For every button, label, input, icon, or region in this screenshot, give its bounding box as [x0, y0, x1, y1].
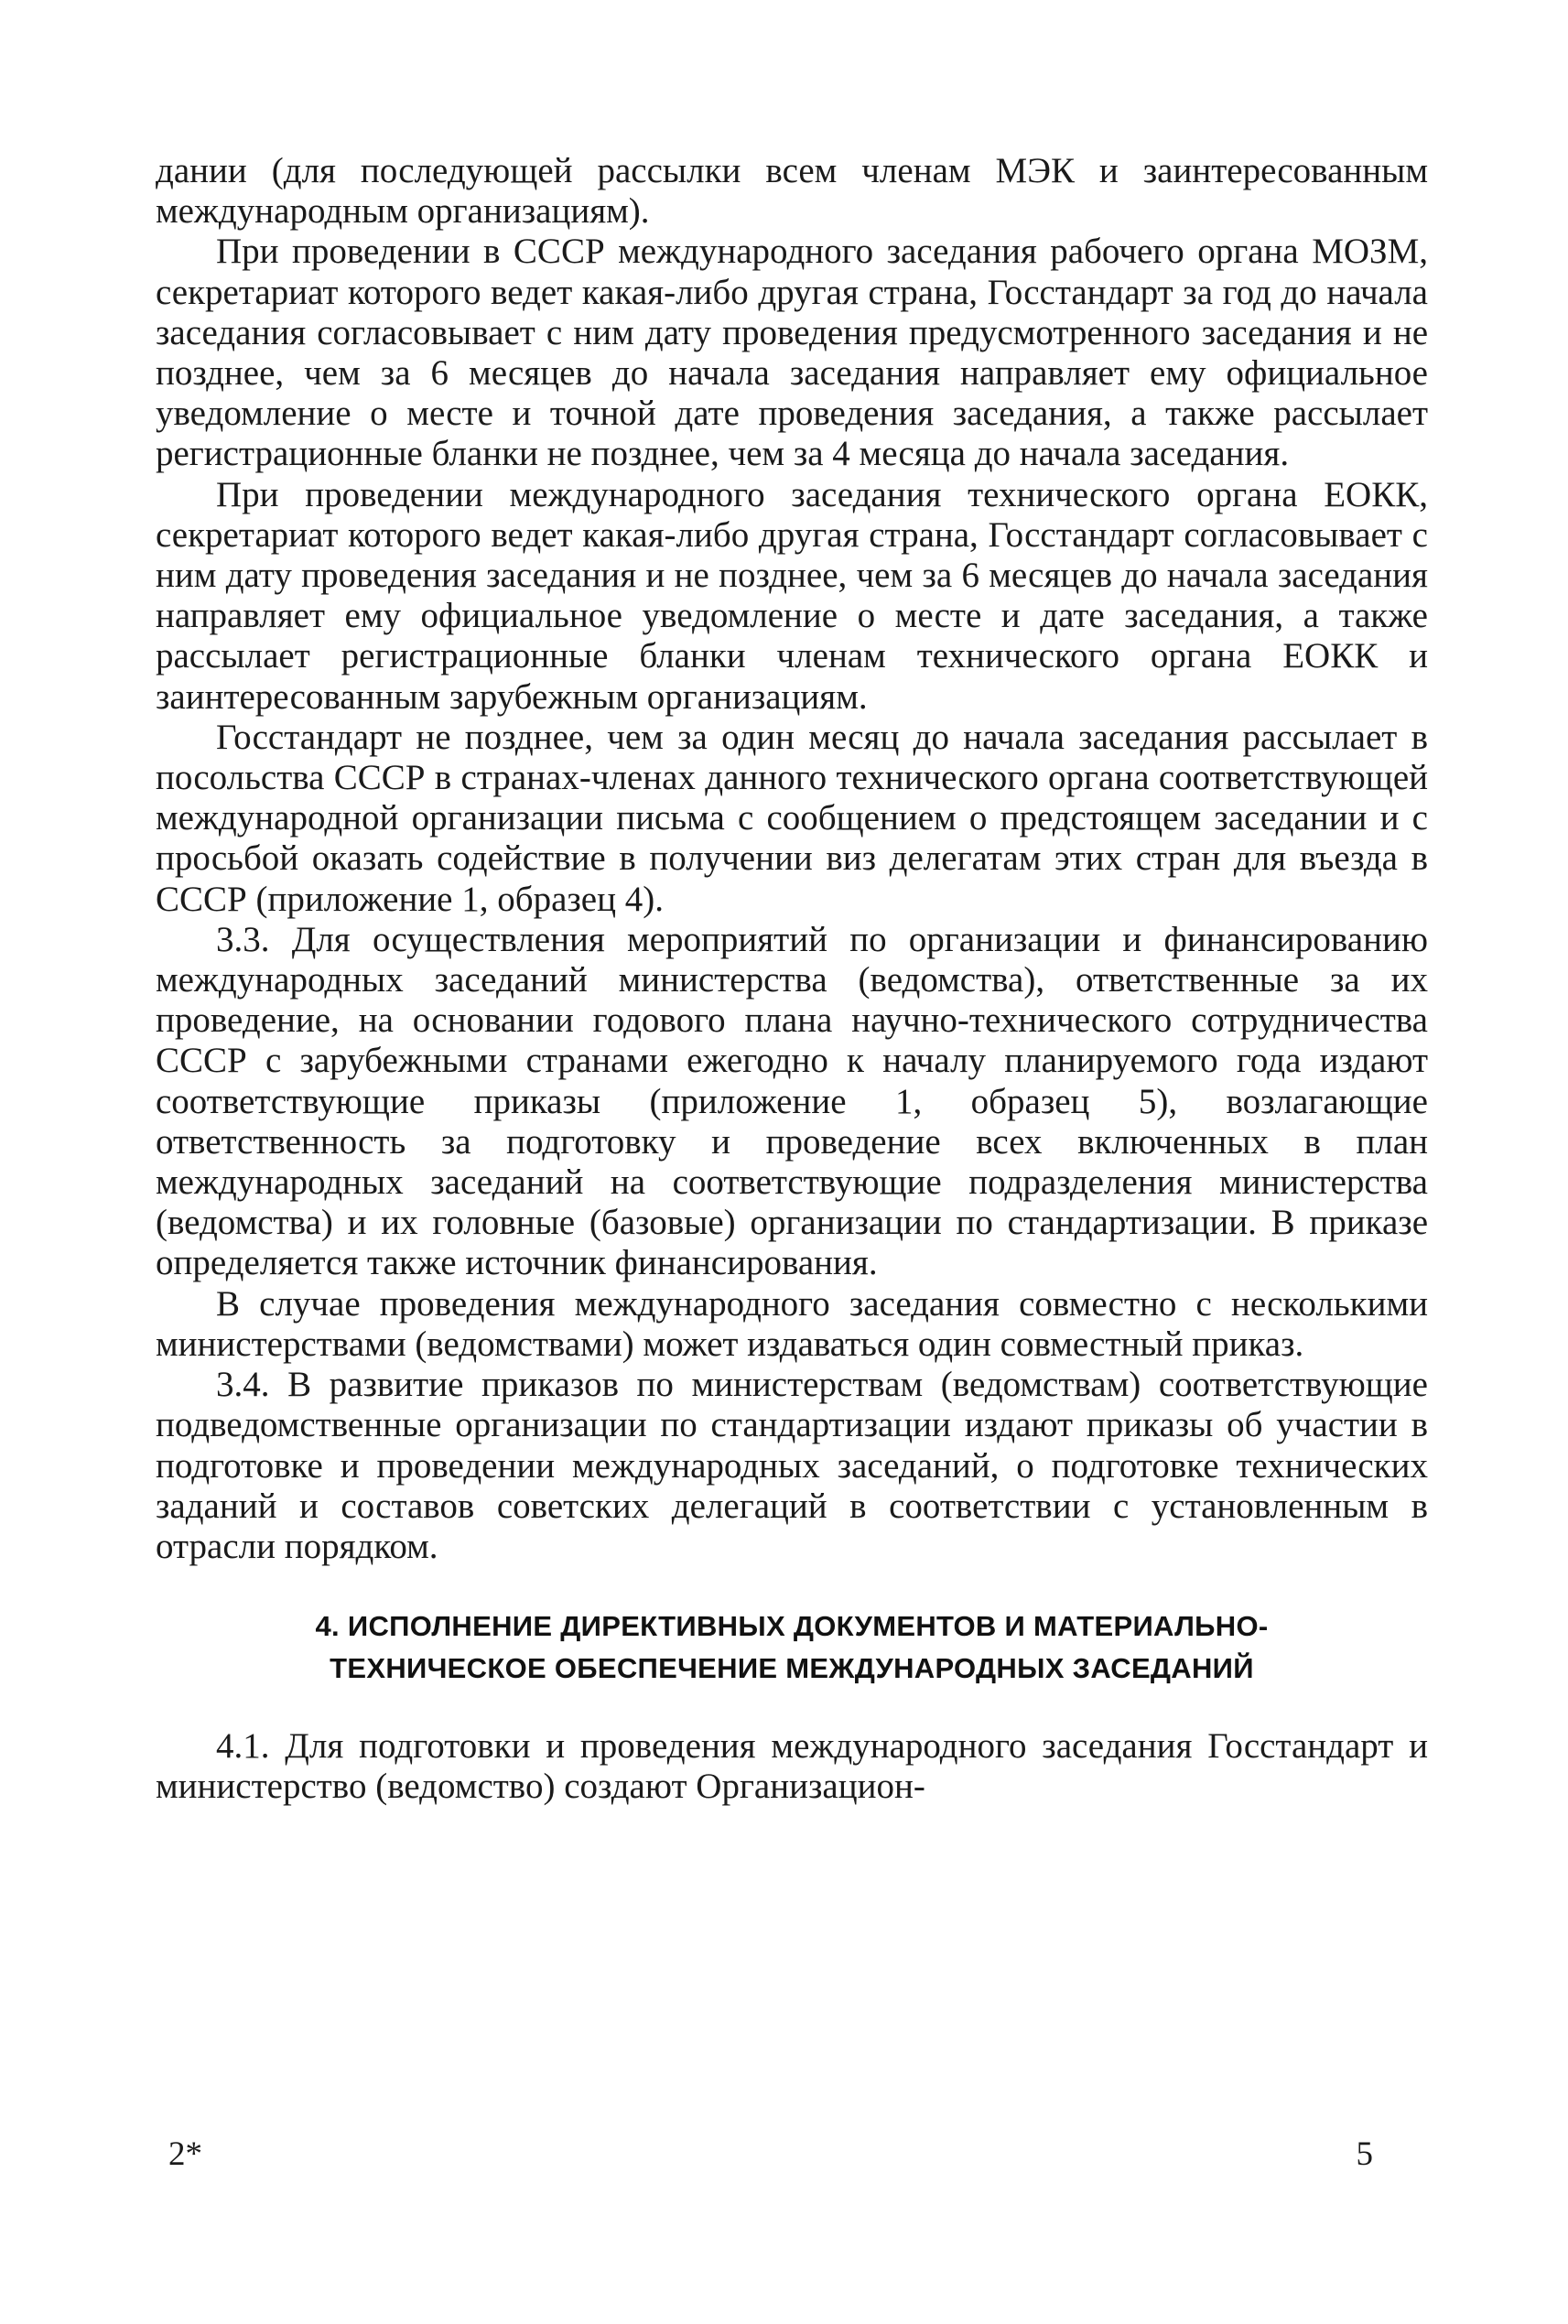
paragraph-4-1: 4.1. Для подготовки и проведения международного заседания Госстандарт и министерство (ведомство) создают Организацион- [156, 1726, 1428, 1807]
paragraph-mozm: При проведении в СССР международного заседания рабочего органа МОЗМ, секретариат которого ведет какая-либо другая страна, Госстандарт за год до начала заседания согласовывает с ним дату проведения предусмотренного заседания и не позднее, чем за 6 месяцев до начала заседания направляет ему официальное уведомление о месте и точной дате проведения заседания, а также рассылает регистрационные бланки не позднее, чем за 4 месяца до начала заседания. [156, 232, 1428, 474]
page-number: 5 [1356, 2135, 1373, 2173]
paragraph-3-3: 3.3. Для осуществления мероприятий по организации и финансированию международных заседаний министерства (ведомства), ответственные за их проведение, на основании годового плана научно-технического сотрудничества СССР с зарубежными странами ежегодно к началу планируемого года издают соответствующие приказы (приложение 1, образец 5), возлагающие ответственность за подготовку и проведение всех включенных в план международных заседаний на соответствующие подразделения министерства (ведомства) и их головные (базовые) организации по стандартизации. В приказе определяется также источник финансирования. [156, 919, 1428, 1283]
signature-mark: 2* [168, 2135, 202, 2173]
paragraph-3-4: 3.4. В развитие приказов по министерствам (ведомствам) соответствующие подведомственные организации по стандартизации издают приказы об участии в подготовке и проведении международных заседаний, о подготовке технических заданий и составов советских делегаций в соответствии с установленным в отрасли порядком. [156, 1365, 1428, 1566]
document-page [156, 151, 1428, 1808]
paragraph-joint-order: В случае проведения международного заседания совместно с несколькими министерствами (ведомствами) может издаваться один совместный приказ. [156, 1283, 1428, 1364]
paragraph-eokk: При проведении международного заседания технического органа ЕОКК, секретариат которого ведет какая-либо другая страна, Госстандарт согласовывает с ним дату проведения заседания и не позднее, чем за 6 месяцев до начала заседания направляет ему официальное уведомление о месте и дате заседания, а также рассылает регистрационные бланки членам технического органа ЕОКК и заинтересованным зарубежным организациям. [156, 474, 1428, 717]
paragraph-continuation: дании (для последующей рассылки всем членам МЭК и заинтересованным международным организациям). [156, 151, 1428, 232]
section-4-heading [156, 1605, 1428, 1690]
paragraph-embassies: Госстандарт не позднее, чем за один месяц до начала заседания рассылает в посольства СССР в странах-членах данного технического органа соответствующей международной организации письма с сообщением о предстоящем заседании и с просьбой оказать содействие в получении виз делегатам этих стран для въезда в СССР (приложение 1, образец 4). [156, 717, 1428, 919]
section-heading-line-2: ТЕХНИЧЕСКОЕ ОБЕСПЕЧЕНИЕ МЕЖДУНАРОДНЫХ ЗАСЕДАНИЙ [330, 1652, 1254, 1685]
section-heading-line-1: 4. ИСПОЛНЕНИЕ ДИРЕКТИВНЫХ ДОКУМЕНТОВ И МАТЕРИАЛЬНО- [315, 1610, 1269, 1643]
